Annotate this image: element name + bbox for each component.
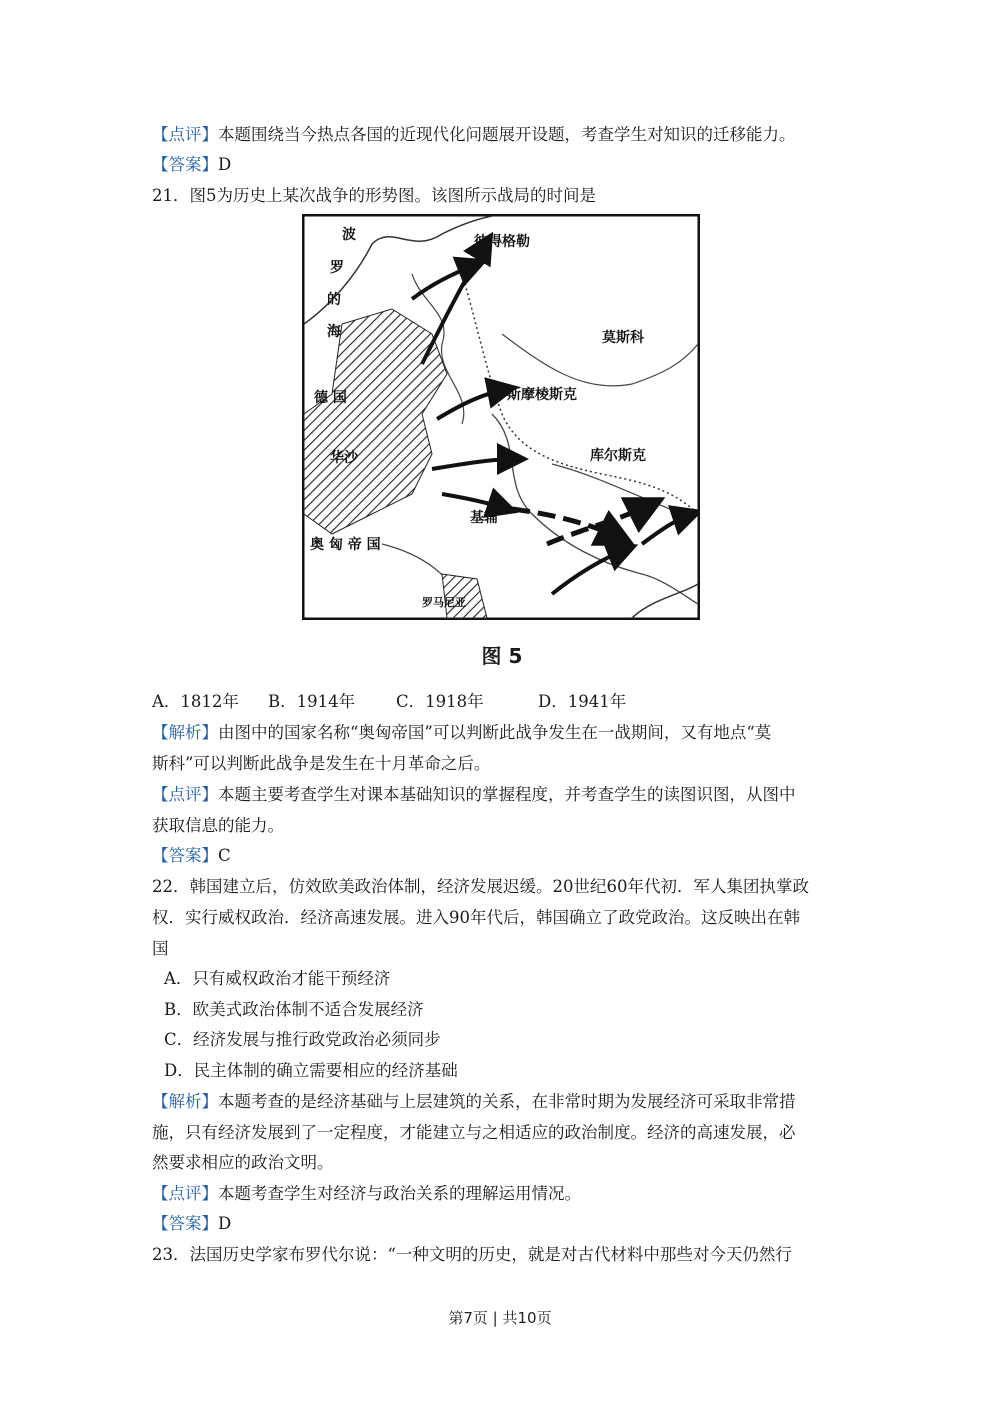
answer-tag: 【答案】: [152, 1214, 218, 1233]
label-petrograd: 彼得格勒: [474, 234, 530, 250]
answer-text: D: [218, 1214, 232, 1233]
option-c: C．经济发展与推行政党政治必须同步: [164, 1030, 441, 1049]
question-22-line: 22．韩国建立后，仿效欧美政治体制，经济发展迟缓。20世纪60年代初．军人集团执掌政: [152, 877, 809, 896]
answer-text: D: [218, 155, 232, 174]
analysis-line: [152, 718, 852, 748]
comment-text: 本题主要考查学生对课本基础知识的掌握程度，并考查学生的读图识图，从图中: [218, 785, 796, 804]
analysis-line: 施，只有经济发展到了一定程度，才能建立与之相适应的政治制度。经济的高速发展，必: [152, 1123, 796, 1142]
answer-line: [152, 150, 852, 180]
analysis-line: [152, 1087, 852, 1117]
page-footer: 第7页 | 共10页: [448, 1309, 552, 1327]
analysis-tag: 【解析】: [152, 1092, 218, 1111]
option-a: A．1812年: [152, 692, 239, 711]
option-c: C．1918年: [396, 692, 484, 711]
analysis-line: 斯科”可以判断此战争是发生在十月革命之后。: [152, 754, 491, 773]
answer-line: [152, 841, 852, 871]
question-21-options: [152, 687, 852, 717]
comment-line: [152, 1179, 852, 1209]
label-romania: 罗马尼亚: [422, 596, 466, 609]
comment-tag: 【点评】: [152, 785, 218, 804]
question-22-line: 国: [152, 939, 169, 958]
answer-tag: 【答案】: [152, 155, 218, 174]
option-b: B．1914年: [268, 692, 356, 711]
label-baltic-2: 罗: [330, 260, 344, 276]
comment-tag: 【点评】: [152, 125, 218, 144]
label-baltic-3: 的: [327, 292, 341, 308]
analysis-text: 本题考查的是经济基础与上层建筑的关系，在非常时期为发展经济可采取非常措: [218, 1092, 796, 1111]
comment-text: 本题考查学生对经济与政治关系的理解运用情况。: [218, 1184, 581, 1203]
label-warsaw: 华沙: [330, 450, 358, 466]
figure-caption: 图 5: [481, 644, 523, 668]
comment-tag: 【点评】: [152, 1184, 218, 1203]
comment-line: [152, 780, 852, 810]
question-22-line: 权．实行威权政治．经济高速发展。进入90年代后，韩国确立了政党政治。这反映出在韩: [152, 908, 800, 927]
question-23: 23．法国历史学家布罗代尔说：“一种文明的历史，就是对古代材料中那些对今天仍然行: [152, 1245, 792, 1264]
comment-text: 本题围绕当今热点各国的近现代化问题展开设题，考查学生对知识的迁移能力。: [218, 125, 796, 144]
answer-line: [152, 1209, 852, 1239]
label-kursk: 库尔斯克: [590, 448, 646, 464]
answer-text: C: [218, 846, 231, 865]
analysis-text: 由图中的国家名称“奥匈帝国”可以判断此战争发生在一战期间，又有地点“莫: [218, 723, 772, 742]
label-kiev: 基辅: [470, 510, 498, 526]
option-a: A．只有威权政治才能干预经济: [164, 969, 391, 988]
label-baltic-4: 海: [327, 324, 341, 340]
label-germany: 德 国: [314, 390, 347, 406]
war-situation-map: [302, 214, 700, 620]
option-d: D．民主体制的确立需要相应的经济基础: [164, 1061, 458, 1080]
label-baltic-1: 波: [342, 227, 356, 243]
question-21: 21．图5为历史上某次战争的形势图。该图所示战局的时间是: [152, 186, 596, 205]
label-moscow: 莫斯科: [602, 330, 644, 346]
option-d: D．1941年: [538, 692, 627, 711]
option-b: B．欧美式政治体制不适合发展经济: [164, 1000, 424, 1019]
comment-line: [152, 120, 852, 150]
answer-tag: 【答案】: [152, 846, 218, 865]
analysis-tag: 【解析】: [152, 723, 218, 742]
label-austria-hungary: 奥 匈 帝 国: [310, 537, 381, 553]
analysis-line: 然要求相应的政治文明。: [152, 1153, 334, 1172]
label-smolensk: 斯摩棱斯克: [507, 387, 577, 403]
comment-line: 获取信息的能力。: [152, 816, 284, 835]
